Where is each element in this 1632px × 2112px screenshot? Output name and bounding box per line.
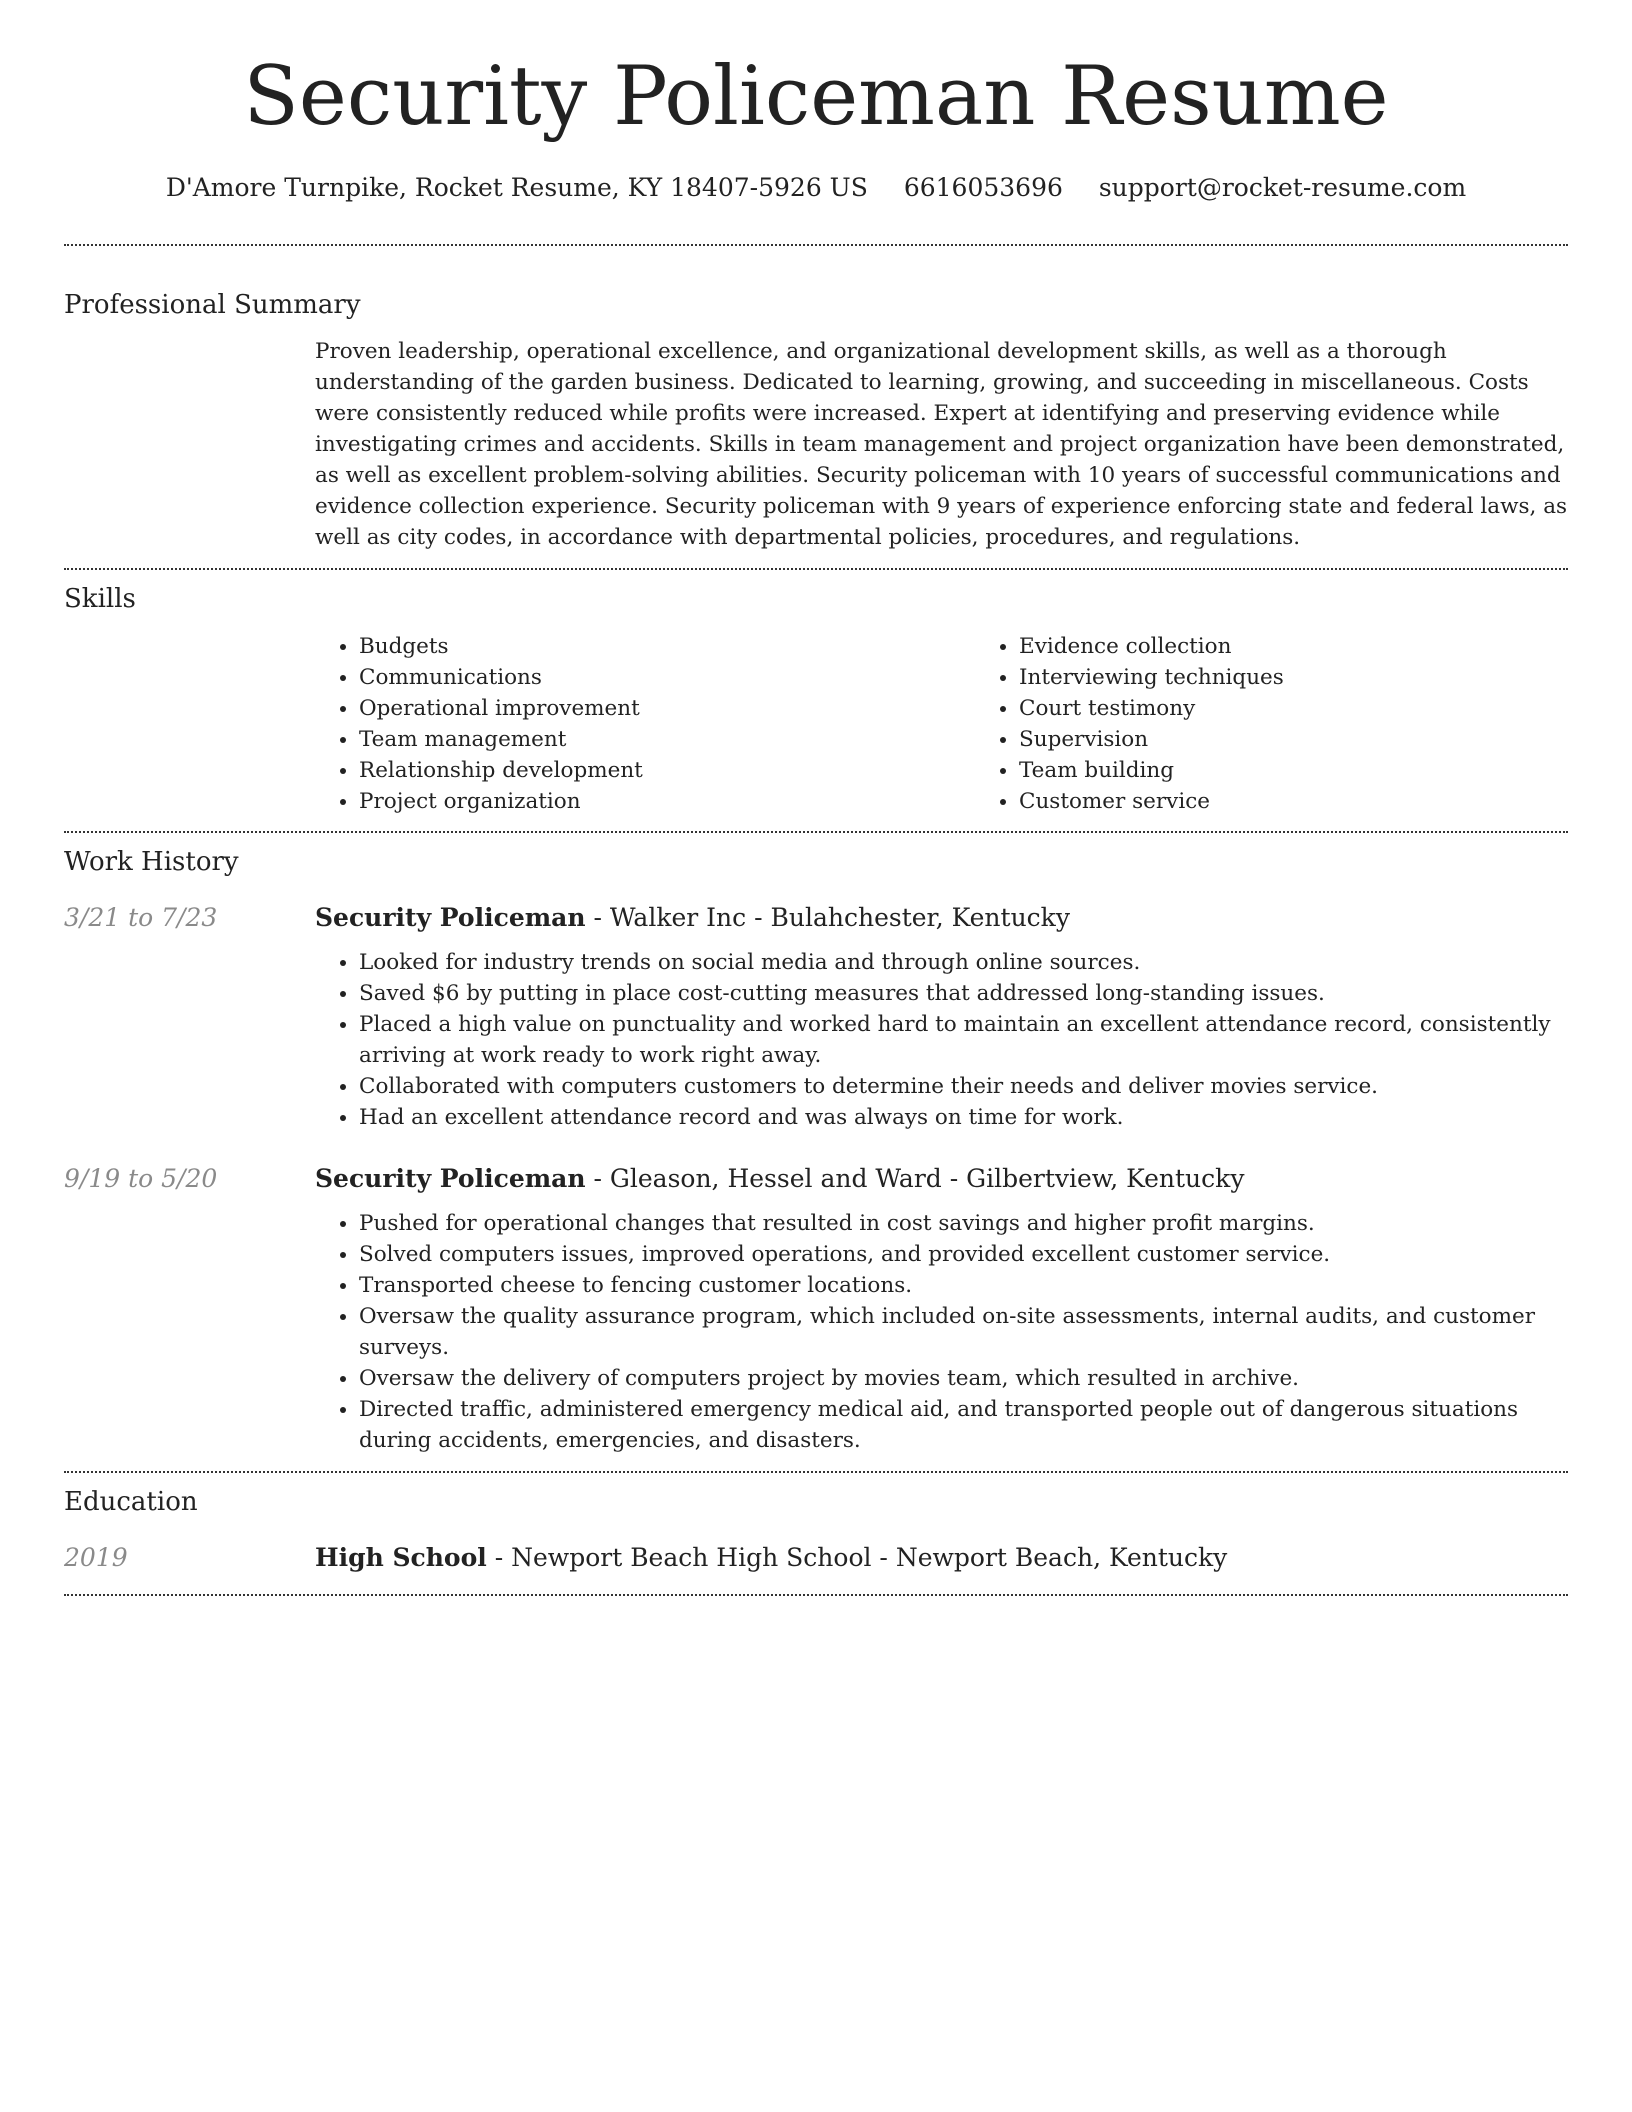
skill-item: • Interviewing techniques (1019, 662, 1632, 693)
job-bullet: • Placed a high value on punctuality and worked hard to maintain an excellent attendance record, consistently arriving at work ready to work right away. (359, 1009, 1568, 1071)
job-bullet: • Solved computers issues, improved operations, and provided excellent customer service. (359, 1239, 1568, 1270)
section-title-summary: Professional Summary (64, 290, 361, 320)
job-bullet: • Had an excellent attendance record and was always on time for work. (359, 1102, 1568, 1133)
skill-item: • Team building (1019, 755, 1632, 786)
divider (64, 831, 1568, 833)
skill-item: • Court testimony (1019, 693, 1632, 724)
education-entry (64, 1540, 1568, 1576)
skill-item: • Supervision (1019, 724, 1632, 755)
job-entry (64, 1161, 1568, 1456)
contact-phone: 6616053696 (903, 173, 1063, 202)
education-year: 2019 (64, 1543, 128, 1572)
divider (64, 244, 1568, 246)
job-role: Security Policeman (315, 903, 586, 932)
job-dates: 3/21 to 7/23 (64, 903, 218, 932)
job-bullet: • Oversaw the quality assurance program, which included on-site assessments, internal audits, and customer surveys. (359, 1301, 1568, 1363)
divider (64, 1471, 1568, 1473)
summary-section (64, 287, 1568, 553)
contact-email: support@rocket-resume.com (1098, 173, 1467, 202)
skill-item: • Project organization (359, 786, 975, 817)
job-bullets (315, 947, 1568, 1133)
skill-item: • Relationship development (359, 755, 975, 786)
skills-list-left (315, 631, 975, 817)
education-degree: High School (315, 1543, 487, 1572)
education-school: - Newport Beach High School - Newport Beach, Kentucky (486, 1543, 1228, 1572)
contact-address: D'Amore Turnpike, Rocket Resume, KY 18407-5926 US (165, 173, 868, 202)
job-bullet: • Pushed for operational changes that resulted in cost savings and higher profit margins. (359, 1208, 1568, 1239)
skills-spacer (64, 631, 315, 817)
contact-line (64, 171, 1568, 205)
section-title-work-history: Work History (64, 847, 239, 877)
job-bullet: • Transported cheese to fencing customer locations. (359, 1270, 1568, 1301)
skill-item: • Evidence collection (1019, 631, 1632, 662)
divider (64, 568, 1568, 570)
work-history-section (64, 844, 1568, 1456)
job-role: Security Policeman (315, 1164, 586, 1193)
job-bullet: • Oversaw the delivery of computers project by movies team, which resulted in archive. (359, 1363, 1568, 1394)
job-bullet: • Saved $6 by putting in place cost-cutting measures that addressed long-standing issues. (359, 978, 1568, 1009)
job-dates: 9/19 to 5/20 (64, 1164, 218, 1193)
section-title-skills: Skills (64, 584, 136, 614)
job-title (315, 1161, 1568, 1197)
skill-item: • Operational improvement (359, 693, 975, 724)
skill-item: • Budgets (359, 631, 975, 662)
education-title (315, 1540, 1568, 1576)
summary-spacer (64, 336, 315, 553)
skills-list-right (975, 631, 1632, 817)
section-title-education: Education (64, 1487, 198, 1517)
skill-item: • Team management (359, 724, 975, 755)
job-title (315, 900, 1568, 936)
skills-section (64, 581, 1568, 817)
job-entry (64, 900, 1568, 1133)
skill-item: • Communications (359, 662, 975, 693)
job-bullets (315, 1208, 1568, 1456)
job-bullet: • Directed traffic, administered emergency medical aid, and transported people out of dangerous situations during accidents, emergencies, and disasters. (359, 1394, 1568, 1456)
divider (64, 1594, 1568, 1596)
job-bullet: • Looked for industry trends on social media and through online sources. (359, 947, 1568, 978)
resume-title: Security Policeman Resume (243, 50, 1389, 144)
job-bullet: • Collaborated with computers customers to determine their needs and deliver movies service. (359, 1071, 1568, 1102)
skill-item: • Customer service (1019, 786, 1632, 817)
job-company: - Walker Inc - Bulahchester, Kentucky (585, 903, 1070, 932)
job-company: - Gleason, Hessel and Ward - Gilbertview, Kentucky (585, 1164, 1245, 1193)
summary-text: Proven leadership, operational excellence, and organizational development skills, as well as a thorough understanding of the garden business. Dedicated to learning, growing, and succeeding in miscellaneous. Costs were consistently reduced while profits were increased. Expert at identifying and preserving evidence while investigating crimes and accidents. Skills in team management and project organization have been demonstrated, as well as excellent problem-solving abilities. Security policeman with 10 years of successful communications and evidence collection experience. Security policeman with 9 years of experience enforcing state and federal laws, as well as city codes, in accordance with departmental policies, procedures, and regulations. (315, 339, 1568, 550)
education-section (64, 1484, 1568, 1576)
